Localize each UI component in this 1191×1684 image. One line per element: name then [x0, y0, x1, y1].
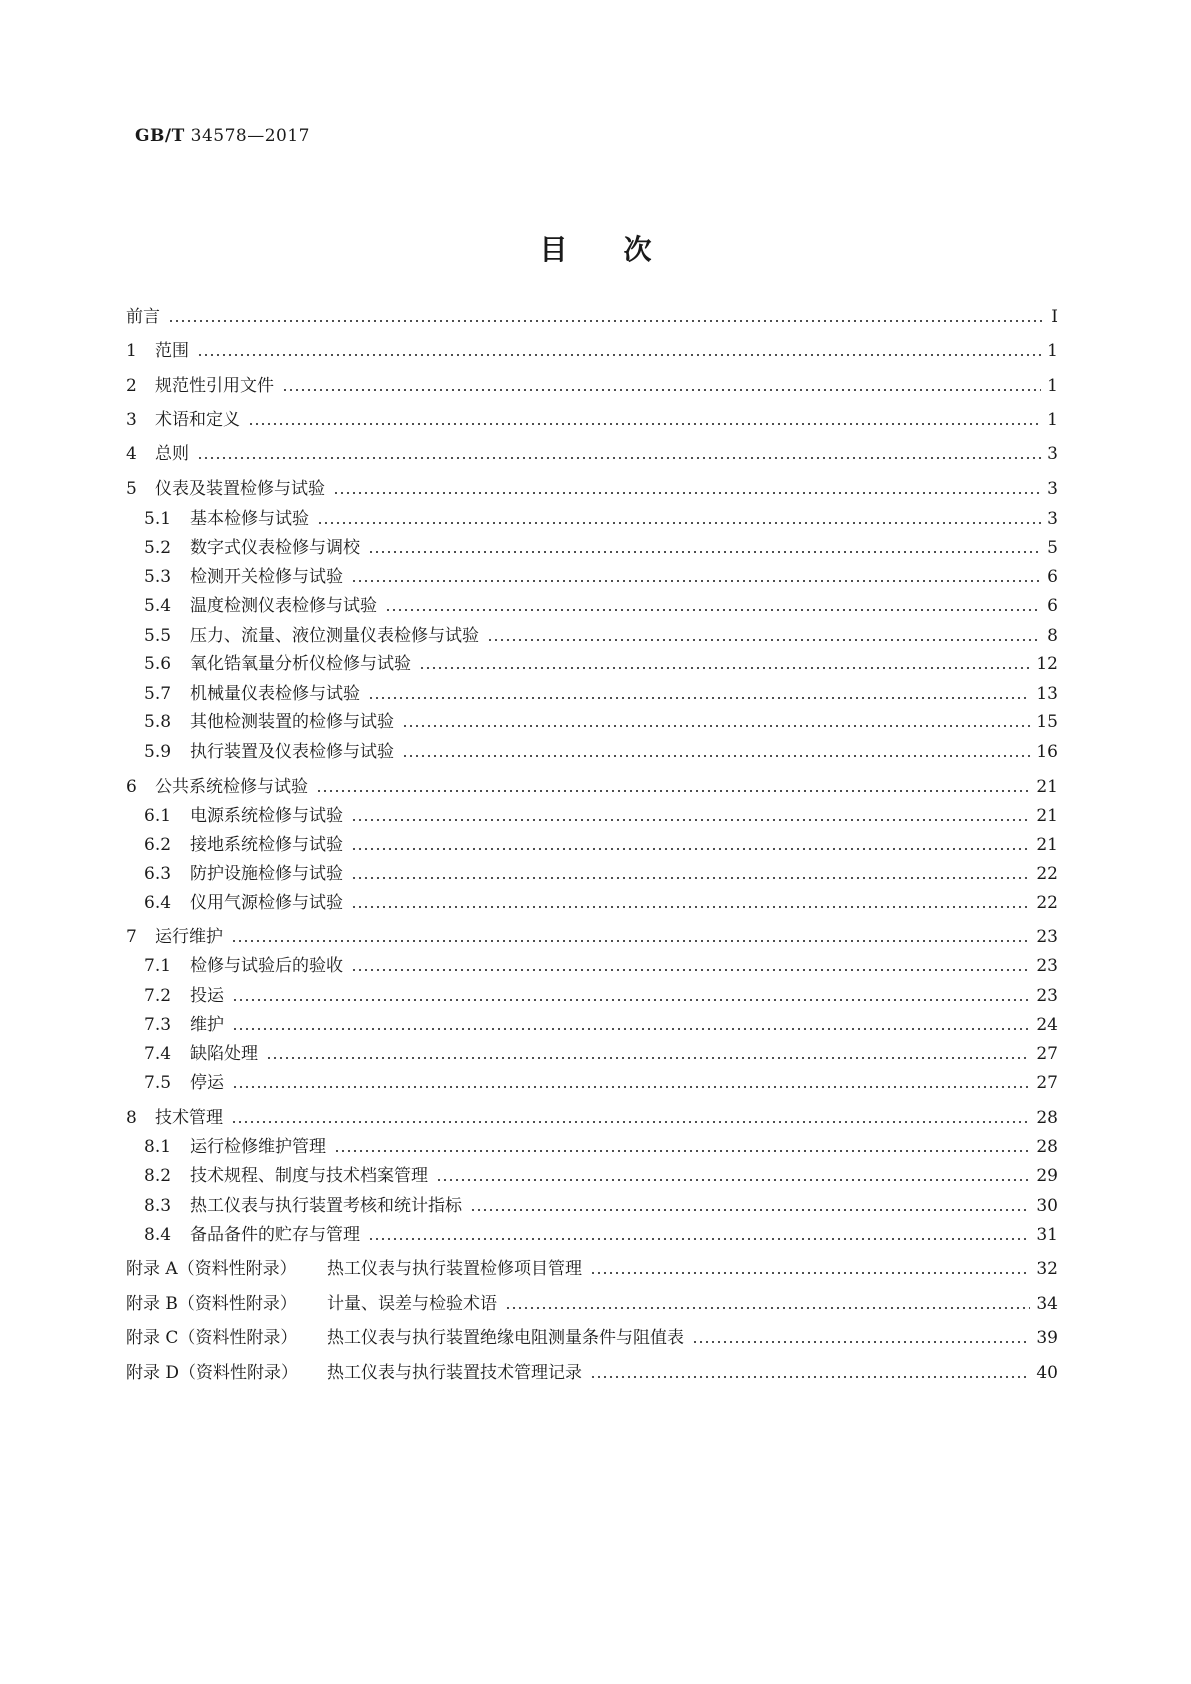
toc-entry-number: 8.4	[144, 1225, 172, 1245]
toc-leader-dots	[470, 1194, 1030, 1218]
toc-entry-number: 7.2	[144, 986, 172, 1006]
toc-entry-title: 数字式仪表检修与调校	[190, 538, 360, 558]
toc-entry-page: 1	[1047, 376, 1058, 396]
toc-leader-dots	[232, 1013, 1030, 1037]
toc-entry-title: 技术规程、制度与技术档案管理	[190, 1166, 428, 1186]
toc-entry[interactable]	[0, 339, 1191, 363]
toc-entry-title: 热工仪表与执行装置考核和统计指标	[190, 1196, 462, 1216]
toc-entry-number: 5.4	[144, 596, 172, 616]
toc-entry-label	[144, 1042, 264, 1066]
toc-entry[interactable]	[0, 1361, 1191, 1385]
toc-entry[interactable]	[0, 925, 1191, 949]
toc-entry-title: 维护	[190, 1015, 224, 1035]
toc-entry[interactable]	[0, 565, 1191, 589]
toc-entry[interactable]	[0, 507, 1191, 531]
toc-entry-label	[144, 1164, 434, 1188]
toc-entry-number: 6.2	[144, 835, 172, 855]
toc-entry-label	[144, 710, 400, 734]
toc-entry-page: 22	[1036, 893, 1058, 913]
toc-entry-title: 规范性引用文件	[155, 376, 274, 396]
toc-entry-title: 检测开关检修与试验	[190, 567, 343, 587]
toc-entry-title: 基本检修与试验	[190, 509, 309, 529]
toc-entry[interactable]	[0, 1106, 1191, 1130]
toc-entry[interactable]	[0, 1042, 1191, 1066]
toc-entry[interactable]	[0, 862, 1191, 886]
toc-entry-page: 21	[1036, 777, 1058, 797]
page-title	[0, 228, 1191, 268]
toc-entry-label	[144, 1013, 230, 1037]
toc-entry-label	[144, 833, 349, 857]
toc-entry-title: 热工仪表与执行装置检修项目管理	[327, 1259, 582, 1279]
toc-entry-page: 27	[1036, 1044, 1058, 1064]
toc-entry-title: 仪用气源检修与试验	[190, 893, 343, 913]
toc-entry-number: 7.3	[144, 1015, 172, 1035]
toc-entry-number: 3	[126, 410, 137, 430]
toc-entry-label	[144, 682, 366, 706]
toc-entry-label	[144, 536, 366, 560]
toc-entry-number: 5.2	[144, 538, 172, 558]
toc-entry-title: 电源系统检修与试验	[190, 806, 343, 826]
toc-entry-number: 6	[126, 777, 137, 797]
toc-entry-label	[126, 442, 195, 466]
toc-entry-page: 13	[1036, 684, 1058, 704]
toc-entry-number: 附录 A（资料性附录）	[126, 1259, 297, 1279]
toc-entry-title: 范围	[155, 341, 189, 361]
toc-entry-number: 6.4	[144, 893, 172, 913]
toc-entry-number: 5.1	[144, 509, 172, 529]
toc-leader-dots	[282, 374, 1041, 398]
toc-entry-page: 40	[1036, 1363, 1058, 1383]
toc-entry-label	[144, 624, 485, 648]
toc-entry-title: 温度检测仪表检修与试验	[190, 596, 377, 616]
toc-entry[interactable]	[0, 775, 1191, 799]
toc-entry-number: 5	[126, 479, 137, 499]
toc-entry-label	[144, 891, 349, 915]
toc-leader-dots	[402, 740, 1030, 764]
toc-entry-number: 2	[126, 376, 137, 396]
toc-entry-title: 前言	[126, 307, 160, 327]
toc-entry-label	[126, 925, 229, 949]
toc-entry[interactable]	[0, 984, 1191, 1008]
toc-entry-number: 附录 D（资料性附录）	[126, 1363, 299, 1383]
toc-entry-page: 32	[1036, 1259, 1058, 1279]
toc-entry-label	[144, 862, 349, 886]
toc-entry-label	[126, 1292, 503, 1316]
standard-code	[135, 126, 310, 146]
toc-entry-title: 停运	[190, 1073, 224, 1093]
toc-entry[interactable]	[0, 1135, 1191, 1159]
toc-leader-dots	[590, 1361, 1030, 1385]
toc-entry-label	[144, 954, 349, 978]
toc-entry-page: 5	[1047, 538, 1058, 558]
toc-entry-label	[126, 1326, 690, 1350]
toc-entry-page: 3	[1047, 444, 1058, 464]
toc-entry[interactable]	[0, 1071, 1191, 1095]
toc-entry-label	[144, 507, 315, 531]
toc-leader-dots	[590, 1257, 1030, 1281]
toc-entry-label	[144, 740, 400, 764]
toc-entry-number: 7.1	[144, 956, 172, 976]
toc-entry-title: 执行装置及仪表检修与试验	[190, 742, 394, 762]
toc-entry[interactable]	[0, 1326, 1191, 1350]
toc-leader-dots	[368, 1223, 1030, 1247]
toc-entry-title: 总则	[155, 444, 189, 464]
toc-entry-page: 23	[1036, 927, 1058, 947]
toc-leader-dots	[168, 305, 1045, 329]
toc-entry-number: 附录 B（资料性附录）	[126, 1294, 297, 1314]
toc-entry-label	[144, 1135, 332, 1159]
toc-entry-page: 21	[1036, 806, 1058, 826]
toc-entry-number: 8	[126, 1108, 137, 1128]
toc-entry-title: 缺陷处理	[190, 1044, 258, 1064]
standard-code-prefix: GB/T	[135, 126, 185, 146]
toc-leader-dots	[197, 339, 1041, 363]
toc-leader-dots	[231, 925, 1030, 949]
toc-entry[interactable]	[0, 710, 1191, 734]
toc-leader-dots	[368, 536, 1041, 560]
toc-entry-number: 7	[126, 927, 137, 947]
toc-entry[interactable]	[0, 477, 1191, 501]
toc-entry-page: 23	[1036, 956, 1058, 976]
toc-entry-page: 28	[1036, 1137, 1058, 1157]
toc-leader-dots	[351, 804, 1030, 828]
toc-leader-dots	[351, 862, 1030, 886]
toc-entry-page: 24	[1036, 1015, 1058, 1035]
toc-entry[interactable]	[0, 833, 1191, 857]
toc-entry-page: 16	[1036, 742, 1058, 762]
toc-entry-page: 12	[1036, 654, 1058, 674]
toc-leader-dots	[334, 1135, 1030, 1159]
toc-entry-title: 仪表及装置检修与试验	[155, 479, 325, 499]
toc-entry-page: 3	[1047, 479, 1058, 499]
toc-entry[interactable]	[0, 652, 1191, 676]
toc-entry-label	[126, 374, 280, 398]
toc-entry-page: 8	[1047, 626, 1058, 646]
toc-entry-title: 接地系统检修与试验	[190, 835, 343, 855]
toc-entry-label	[126, 305, 166, 329]
toc-entry-title: 公共系统检修与试验	[155, 777, 308, 797]
toc-leader-dots	[317, 507, 1041, 531]
toc-entry-number: 5.3	[144, 567, 172, 587]
toc-leader-dots	[692, 1326, 1030, 1350]
toc-leader-dots	[351, 954, 1030, 978]
standard-code-number: 34578—2017	[190, 126, 310, 146]
toc-entry-page: 6	[1047, 596, 1058, 616]
toc-entry-number: 5.8	[144, 712, 172, 732]
toc-entry-title: 投运	[190, 986, 224, 1006]
toc-entry-title: 运行维护	[155, 927, 223, 947]
toc-entry[interactable]	[0, 594, 1191, 618]
toc-leader-dots	[385, 594, 1041, 618]
toc-leader-dots	[505, 1292, 1030, 1316]
toc-entry[interactable]	[0, 891, 1191, 915]
toc-entry-number: 7.4	[144, 1044, 172, 1064]
toc-leader-dots	[266, 1042, 1030, 1066]
toc-entry-label	[144, 1194, 468, 1218]
toc-entry-page: 23	[1036, 986, 1058, 1006]
toc-entry-page: 15	[1036, 712, 1058, 732]
toc-entry-title: 防护设施检修与试验	[190, 864, 343, 884]
toc-entry-number: 附录 C（资料性附录）	[126, 1328, 298, 1348]
toc-leader-dots	[232, 984, 1030, 1008]
toc-entry[interactable]	[0, 1013, 1191, 1037]
toc-entry-title: 运行检修维护管理	[190, 1137, 326, 1157]
toc-entry-label	[126, 1257, 588, 1281]
toc-leader-dots	[419, 652, 1030, 676]
toc-entry-label	[144, 984, 230, 1008]
toc-entry-number: 6.1	[144, 806, 172, 826]
toc-leader-dots	[232, 1071, 1030, 1095]
toc-entry-number: 1	[126, 341, 137, 361]
toc-entry-page: 1	[1047, 341, 1058, 361]
toc-leader-dots	[351, 565, 1041, 589]
toc-entry-title: 备品备件的贮存与管理	[190, 1225, 360, 1245]
toc-entry[interactable]	[0, 374, 1191, 398]
toc-entry-number: 5.6	[144, 654, 172, 674]
toc-entry[interactable]	[0, 1292, 1191, 1316]
toc-entry[interactable]	[0, 954, 1191, 978]
toc-entry-number: 4	[126, 444, 137, 464]
toc-entry[interactable]	[0, 1164, 1191, 1188]
toc-entry-page: 21	[1036, 835, 1058, 855]
toc-entry[interactable]	[0, 408, 1191, 432]
toc-entry-label	[126, 339, 195, 363]
toc-entry-title: 热工仪表与执行装置技术管理记录	[327, 1363, 582, 1383]
toc-entry[interactable]	[0, 740, 1191, 764]
toc-entry-page: 30	[1036, 1196, 1058, 1216]
toc-entry-page: 1	[1047, 410, 1058, 430]
toc-entry-number: 8.1	[144, 1137, 172, 1157]
toc-entry-page: 29	[1036, 1166, 1058, 1186]
toc-leader-dots	[368, 682, 1030, 706]
toc-entry-title: 压力、流量、液位测量仪表检修与试验	[190, 626, 479, 646]
toc-leader-dots	[316, 775, 1030, 799]
toc-entry[interactable]	[0, 1257, 1191, 1281]
toc-entry-label	[144, 1071, 230, 1095]
toc-entry[interactable]	[0, 1223, 1191, 1247]
toc-entry-label	[126, 408, 246, 432]
toc-entry[interactable]	[0, 536, 1191, 560]
toc-entry-number: 8.2	[144, 1166, 172, 1186]
toc-entry-page: 6	[1047, 567, 1058, 587]
toc-entry-title: 计量、误差与检验术语	[327, 1294, 497, 1314]
toc-entry-number: 5.7	[144, 684, 172, 704]
toc-entry-title: 术语和定义	[155, 410, 240, 430]
toc-entry[interactable]	[0, 682, 1191, 706]
toc-entry-title: 检修与试验后的验收	[190, 956, 343, 976]
toc-leader-dots	[436, 1164, 1030, 1188]
toc-entry-page: 39	[1036, 1328, 1058, 1348]
toc-entry-number: 7.5	[144, 1073, 172, 1093]
toc-leader-dots	[351, 833, 1030, 857]
toc-entry-page: 28	[1036, 1108, 1058, 1128]
toc-leader-dots	[231, 1106, 1030, 1130]
toc-entry-title: 技术管理	[155, 1108, 223, 1128]
toc-entry-label	[144, 1223, 366, 1247]
toc-entry-label	[144, 565, 349, 589]
toc-entry-page: 22	[1036, 864, 1058, 884]
toc-entry-title: 其他检测装置的检修与试验	[190, 712, 394, 732]
toc-entry-label	[126, 477, 331, 501]
toc-entry-page: Ⅰ	[1051, 307, 1058, 327]
page-title-char-1: 目	[539, 233, 568, 266]
toc-entry-number: 5.9	[144, 742, 172, 762]
toc-leader-dots	[333, 477, 1041, 501]
toc-leader-dots	[487, 624, 1041, 648]
toc-entry[interactable]	[0, 804, 1191, 828]
toc-leader-dots	[402, 710, 1030, 734]
toc-entry[interactable]	[0, 305, 1191, 329]
toc-entry-number: 5.5	[144, 626, 172, 646]
toc-entry-title: 机械量仪表检修与试验	[190, 684, 360, 704]
toc-entry-page: 3	[1047, 509, 1058, 529]
toc-entry-number: 8.3	[144, 1196, 172, 1216]
toc-entry-title: 氧化锆氧量分析仪检修与试验	[190, 654, 411, 674]
page-title-char-2: 次	[623, 233, 652, 266]
toc-entry[interactable]	[0, 1194, 1191, 1218]
toc-entry-label	[144, 652, 417, 676]
toc-entry-label	[126, 775, 314, 799]
toc-entry[interactable]	[0, 624, 1191, 648]
toc-entry-page: 34	[1036, 1294, 1058, 1314]
toc-leader-dots	[351, 891, 1030, 915]
toc-leader-dots	[197, 442, 1041, 466]
toc-entry-label	[144, 804, 349, 828]
toc-entry-number: 6.3	[144, 864, 172, 884]
toc-entry[interactable]	[0, 442, 1191, 466]
toc-entry-title: 热工仪表与执行装置绝缘电阻测量条件与阻值表	[327, 1328, 684, 1348]
toc-entry-page: 31	[1036, 1225, 1058, 1245]
toc-entry-label	[144, 594, 383, 618]
toc-entry-page: 27	[1036, 1073, 1058, 1093]
toc-leader-dots	[248, 408, 1041, 432]
toc-entry-label	[126, 1361, 588, 1385]
toc-entry-label	[126, 1106, 229, 1130]
